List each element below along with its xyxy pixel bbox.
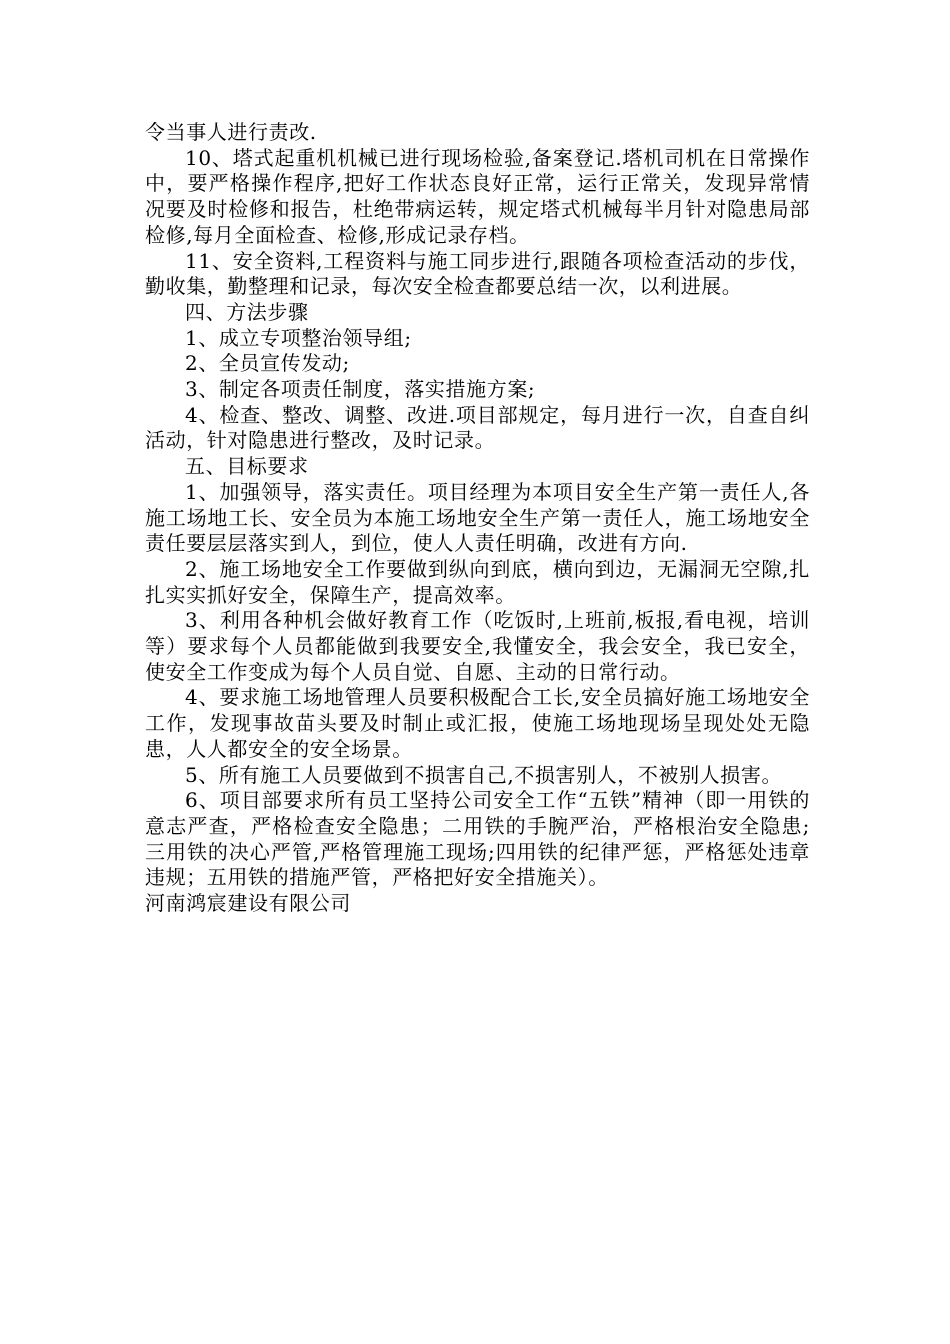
document-body xyxy=(145,120,810,917)
paragraph-continuation: 令当事人进行责改. xyxy=(145,120,317,144)
paragraph-item-10: 10、塔式起重机机械已进行现场检验,备案登记.塔机司机在日常操作中，要严格操作程序,把好工作状态良好正常，运行正常关，发现异常情况要及时检修和报告，杜绝带病运转，规定塔式机械每半月针对隐患局部检修,每月全面检查、检修,形成记录存档。 xyxy=(145,145,810,247)
goal-item-4: 4、要求施工场地管理人员要积极配合工长,安全员搞好施工场地安全工作，发现事故苗头要及时制止或汇报，使施工场地现场呈现处处无隐患，人人都安全的安全场景。 xyxy=(145,685,810,761)
section-heading-methods: 四、方法步骤 xyxy=(185,299,309,324)
method-step-4: 4、检查、整改、调整、改进.项目部规定，每月进行一次，自查自纠活动，针对隐患进行整改，及时记录。 xyxy=(145,402,810,453)
goal-item-3: 3、利用各种机会做好教育工作（吃饭时,上班前,板报,看电视，培训等）要求每个人员都能做到我要安全,我懂安全，我会安全，我已安全，使安全工作变成为每个人员自觉、自愿、主动的日常行动。 xyxy=(145,608,810,684)
method-step-2: 2、全员宣传发动; xyxy=(185,351,350,376)
goal-item-5: 5、所有施工人员要做到不损害自己,不损害别人，不被别人损害。 xyxy=(185,762,783,787)
method-step-3: 3、制定各项责任制度，落实措施方案; xyxy=(185,377,536,402)
goal-item-2: 2、施工场地安全工作要做到纵向到底，横向到边，无漏洞无空隙,扎扎实实抓好安全，保障生产，提高效率。 xyxy=(145,556,810,607)
method-step-1: 1、成立专项整治领导组; xyxy=(185,325,412,350)
goal-item-6: 6、项目部要求所有员工坚持公司安全工作“五铁”精神（即一用铁的意志严查，严格检查安全隐患；二用铁的手腕严治，严格根治安全隐患;三用铁的决心严管,严格管理施工现场;四用铁的纪律严惩，严格惩处违章违规；五用铁的措施严管，严格把好安全措施关）。 xyxy=(145,788,810,890)
goal-item-1: 1、加强领导，落实责任。项目经理为本项目安全生产第一责任人,各施工场地工长、安全员为本施工场地安全生产第一责任人，施工场地安全责任要层层落实到人，到位，使人人责任明确，改进有方向. xyxy=(145,479,810,556)
paragraph-item-11: 11、安全资料,工程资料与施工同步进行,跟随各项检查活动的步伐，勤收集，勤整理和记录，每次安全检查都要总结一次，以利进展。 xyxy=(145,248,810,299)
company-signature: 河南鸿宸建设有限公司 xyxy=(145,891,351,916)
section-heading-goals: 五、目标要求 xyxy=(185,454,309,479)
